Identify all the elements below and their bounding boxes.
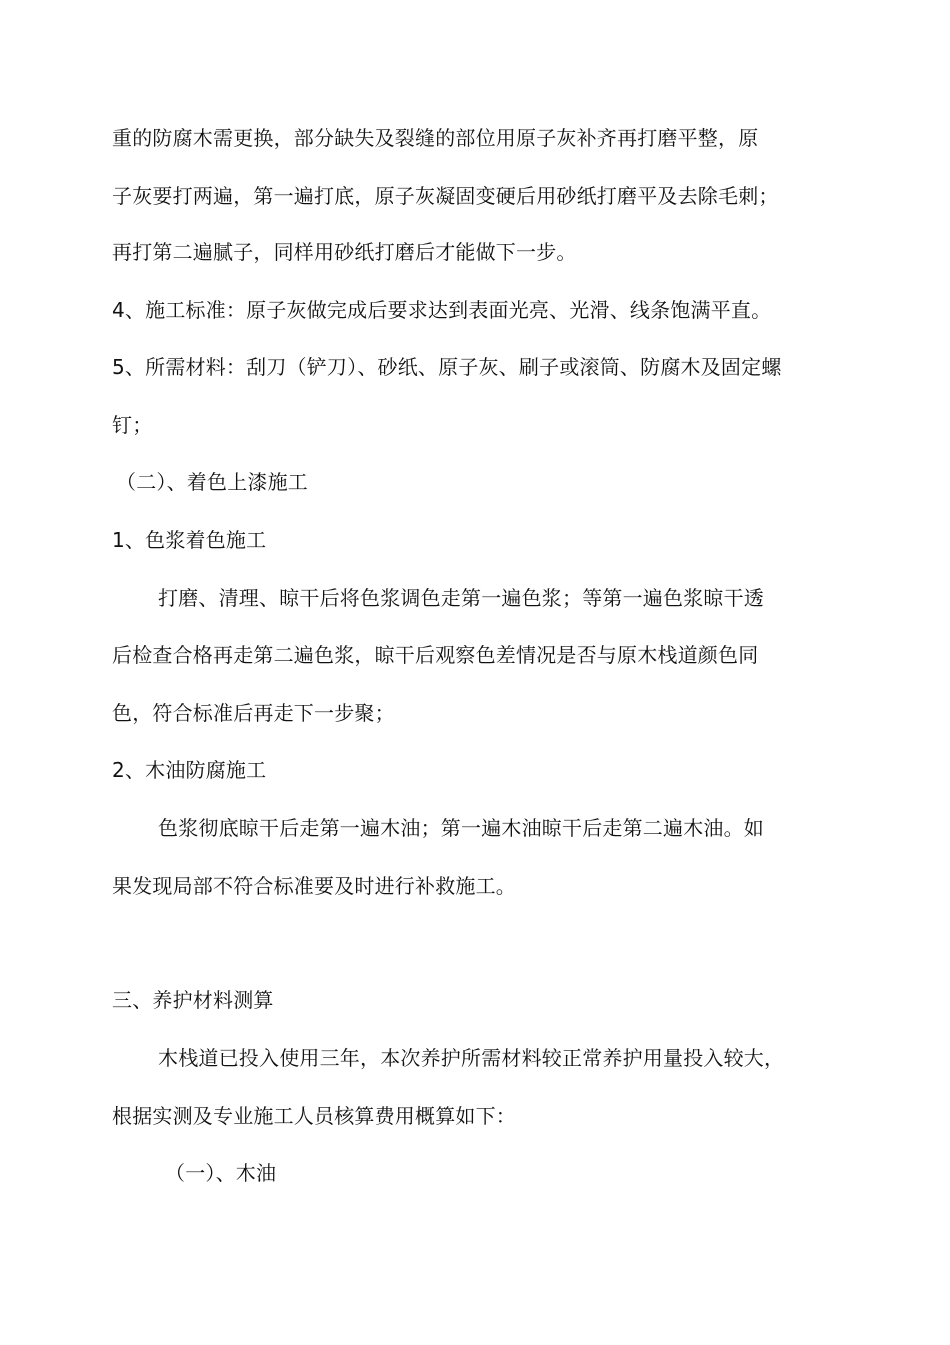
list-item: 5、所需材料：刮刀（铲刀）、砂纸、原子灰、刷子或滚筒、防腐木及固定螺	[112, 355, 782, 379]
paragraph-line: 色，符合标准后再走下一步聚；	[112, 701, 395, 725]
section-heading: 三、养护材料测算	[112, 988, 274, 1012]
paragraph-line: 木栈道已投入使用三年，本次养护所需材料较正常养护用量投入较大，	[158, 1046, 785, 1070]
paragraph-line: 重的防腐木需更换，部分缺失及裂缝的部位用原子灰补齐再打磨平整，原	[112, 126, 759, 150]
paragraph-line: 后检查合格再走第二遍色浆，晾干后观察色差情况是否与原木栈道颜色同	[112, 643, 759, 667]
paragraph-line: 再打第二遍腻子，同样用砂纸打磨后才能做下一步。	[112, 240, 577, 264]
subsection-heading: 2、木油防腐施工	[112, 758, 267, 782]
list-item: 4、施工标准：原子灰做完成后要求达到表面光亮、光滑、线条饱满平直。	[112, 298, 772, 322]
paragraph-line: 打磨、清理、晾干后将色浆调色走第一遍色浆；等第一遍色浆晾干透	[158, 586, 764, 610]
paragraph-line: 果发现局部不符合标准要及时进行补救施工。	[112, 874, 516, 898]
subsection-heading: （一）、木油	[165, 1161, 277, 1185]
section-heading: （二）、着色上漆施工	[116, 470, 308, 494]
subsection-heading: 1、色浆着色施工	[112, 528, 267, 552]
paragraph-line: 子灰要打两遍，第一遍打底，原子灰凝固变硬后用砂纸打磨平及去除毛刺；	[112, 184, 779, 208]
paragraph-line: 根据实测及专业施工人员核算费用概算如下：	[112, 1104, 516, 1128]
paragraph-line: 色浆彻底晾干后走第一遍木油；第一遍木油晾干后走第二遍木油。如	[158, 816, 764, 840]
paragraph-line: 钉；	[112, 413, 153, 437]
